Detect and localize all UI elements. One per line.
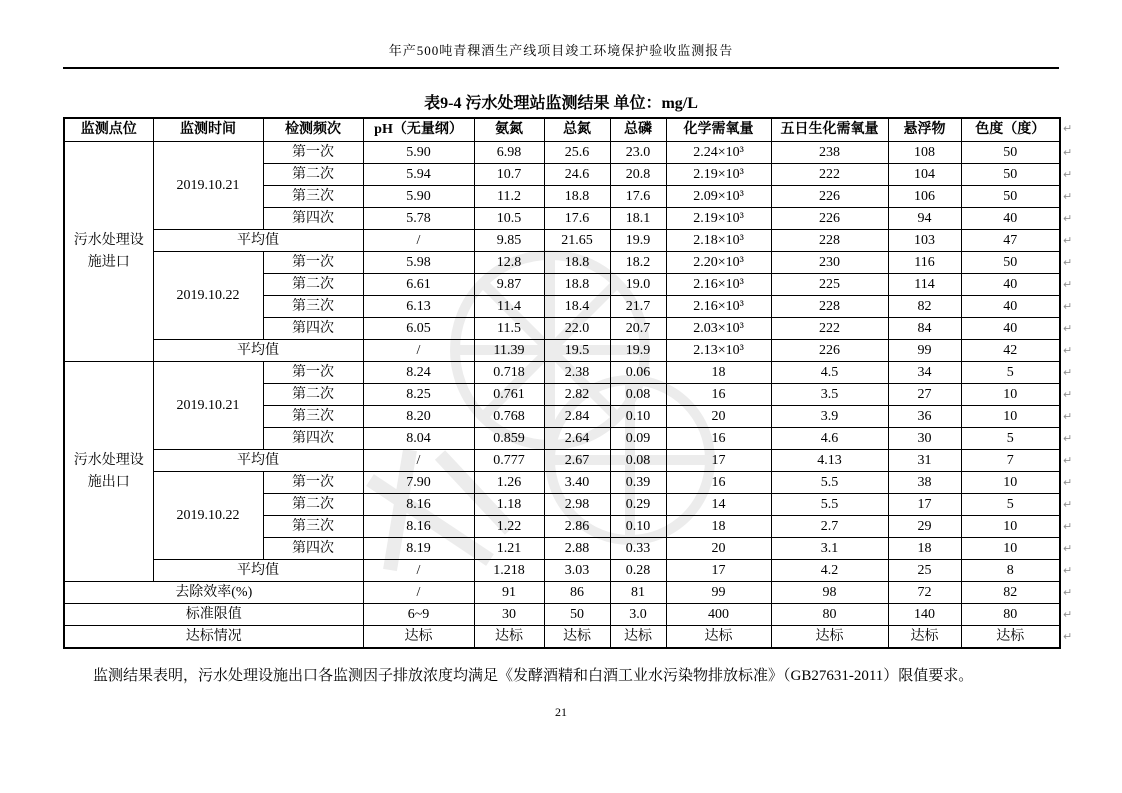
value-cell: 18.4	[544, 296, 610, 318]
value-cell: /	[363, 582, 474, 604]
value-cell: 2.16×10³	[666, 296, 771, 318]
value-cell: 5.78	[363, 208, 474, 230]
value-cell: 81	[610, 582, 666, 604]
value-cell: 18	[888, 538, 961, 560]
value-cell: 达标	[474, 626, 544, 649]
return-mark-icon: ↵	[1063, 432, 1073, 445]
return-marks-column	[1063, 117, 1103, 677]
value-cell: 10	[961, 538, 1060, 560]
value-cell: 2.09×10³	[666, 186, 771, 208]
value-cell: 19.9	[610, 340, 666, 362]
value-cell: 116	[888, 252, 961, 274]
return-mark-icon: ↵	[1063, 410, 1073, 423]
value-cell: 7	[961, 450, 1060, 472]
date-cell: 2019.10.21	[153, 142, 263, 230]
value-cell: 226	[771, 186, 888, 208]
value-cell: 5	[961, 428, 1060, 450]
column-header: 监测时间	[153, 118, 263, 142]
frequency-cell: 第三次	[263, 516, 363, 538]
frequency-cell: 第三次	[263, 186, 363, 208]
value-cell: 91	[474, 582, 544, 604]
value-cell: 106	[888, 186, 961, 208]
value-cell: 5.94	[363, 164, 474, 186]
frequency-cell: 第一次	[263, 142, 363, 164]
value-cell: 2.24×10³	[666, 142, 771, 164]
value-cell: 40	[961, 208, 1060, 230]
column-header: 悬浮物	[888, 118, 961, 142]
value-cell: 16	[666, 384, 771, 406]
header-divider	[63, 67, 1059, 69]
value-cell: 2.19×10³	[666, 164, 771, 186]
value-cell: 42	[961, 340, 1060, 362]
column-header: 化学需氧量	[666, 118, 771, 142]
value-cell: 3.0	[610, 604, 666, 626]
return-mark-icon: ↵	[1063, 300, 1073, 313]
value-cell: 140	[888, 604, 961, 626]
frequency-cell: 第四次	[263, 208, 363, 230]
value-cell: 17	[666, 560, 771, 582]
value-cell: 82	[961, 582, 1060, 604]
date-cell: 2019.10.22	[153, 252, 263, 340]
value-cell: 11.4	[474, 296, 544, 318]
value-cell: 4.6	[771, 428, 888, 450]
value-cell: 达标	[363, 626, 474, 649]
frequency-cell: 第一次	[263, 252, 363, 274]
value-cell: 2.19×10³	[666, 208, 771, 230]
value-cell: 8.20	[363, 406, 474, 428]
value-cell: 50	[961, 142, 1060, 164]
value-cell: 4.2	[771, 560, 888, 582]
location-cell: 污水处理设施出口	[64, 362, 153, 582]
summary-label-cell: 标准限值	[64, 604, 363, 626]
value-cell: 10	[961, 516, 1060, 538]
value-cell: 114	[888, 274, 961, 296]
return-mark-icon: ↵	[1063, 388, 1073, 401]
value-cell: 7.90	[363, 472, 474, 494]
column-header: 五日生化需氧量	[771, 118, 888, 142]
value-cell: 9.85	[474, 230, 544, 252]
value-cell: /	[363, 450, 474, 472]
value-cell: 8.19	[363, 538, 474, 560]
value-cell: 6.61	[363, 274, 474, 296]
value-cell: 20	[666, 406, 771, 428]
value-cell: 3.9	[771, 406, 888, 428]
return-mark-icon: ↵	[1063, 234, 1073, 247]
value-cell: /	[363, 340, 474, 362]
value-cell: 达标	[666, 626, 771, 649]
value-cell: 2.82	[544, 384, 610, 406]
return-mark-icon: ↵	[1063, 498, 1073, 511]
return-mark-icon: ↵	[1063, 168, 1073, 181]
value-cell: 18.8	[544, 186, 610, 208]
value-cell: 0.10	[610, 516, 666, 538]
return-mark-icon: ↵	[1063, 146, 1073, 159]
value-cell: 38	[888, 472, 961, 494]
column-header: 总氮	[544, 118, 610, 142]
value-cell: 1.26	[474, 472, 544, 494]
return-mark-icon: ↵	[1063, 476, 1073, 489]
value-cell: 80	[771, 604, 888, 626]
return-mark-icon: ↵	[1063, 366, 1073, 379]
value-cell: 1.22	[474, 516, 544, 538]
value-cell: 98	[771, 582, 888, 604]
frequency-cell: 第四次	[263, 318, 363, 340]
value-cell: 0.08	[610, 384, 666, 406]
value-cell: 0.718	[474, 362, 544, 384]
value-cell: 50	[961, 252, 1060, 274]
value-cell: 2.86	[544, 516, 610, 538]
value-cell: 0.39	[610, 472, 666, 494]
value-cell: 3.03	[544, 560, 610, 582]
value-cell: 225	[771, 274, 888, 296]
value-cell: 99	[666, 582, 771, 604]
return-mark-icon: ↵	[1063, 542, 1073, 555]
date-cell: 2019.10.21	[153, 362, 263, 450]
frequency-cell: 第三次	[263, 406, 363, 428]
value-cell: 6.98	[474, 142, 544, 164]
summary-label-cell: 达标情况	[64, 626, 363, 649]
value-cell: 0.859	[474, 428, 544, 450]
date-cell: 2019.10.22	[153, 472, 263, 560]
frequency-cell: 第二次	[263, 494, 363, 516]
value-cell: 1.18	[474, 494, 544, 516]
value-cell: /	[363, 560, 474, 582]
value-cell: 5.98	[363, 252, 474, 274]
return-mark-icon: ↵	[1063, 190, 1073, 203]
value-cell: 17.6	[544, 208, 610, 230]
value-cell: 400	[666, 604, 771, 626]
value-cell: 2.18×10³	[666, 230, 771, 252]
value-cell: 30	[888, 428, 961, 450]
value-cell: 2.98	[544, 494, 610, 516]
column-header: 监测点位	[64, 118, 153, 142]
value-cell: 2.03×10³	[666, 318, 771, 340]
value-cell: 40	[961, 318, 1060, 340]
value-cell: 19.9	[610, 230, 666, 252]
value-cell: 3.40	[544, 472, 610, 494]
value-cell: 0.09	[610, 428, 666, 450]
value-cell: 226	[771, 208, 888, 230]
return-mark-icon: ↵	[1063, 564, 1073, 577]
return-mark-icon: ↵	[1063, 122, 1073, 135]
value-cell: 6.13	[363, 296, 474, 318]
value-cell: 228	[771, 230, 888, 252]
value-cell: 0.761	[474, 384, 544, 406]
value-cell: 2.7	[771, 516, 888, 538]
value-cell: 8.25	[363, 384, 474, 406]
return-mark-icon: ↵	[1063, 212, 1073, 225]
value-cell: 9.87	[474, 274, 544, 296]
frequency-cell: 第三次	[263, 296, 363, 318]
value-cell: 19.5	[544, 340, 610, 362]
value-cell: 226	[771, 340, 888, 362]
value-cell: 11.2	[474, 186, 544, 208]
value-cell: 11.39	[474, 340, 544, 362]
value-cell: 19.0	[610, 274, 666, 296]
column-header: pH（无量纲）	[363, 118, 474, 142]
return-mark-icon: ↵	[1063, 344, 1073, 357]
location-cell: 污水处理设施进口	[64, 142, 153, 362]
return-mark-icon: ↵	[1063, 322, 1073, 335]
value-cell: 222	[771, 318, 888, 340]
value-cell: 3.1	[771, 538, 888, 560]
value-cell: 108	[888, 142, 961, 164]
value-cell: 86	[544, 582, 610, 604]
value-cell: 25.6	[544, 142, 610, 164]
return-mark-icon: ↵	[1063, 520, 1073, 533]
value-cell: 达标	[771, 626, 888, 649]
value-cell: 8.24	[363, 362, 474, 384]
value-cell: 27	[888, 384, 961, 406]
value-cell: 0.768	[474, 406, 544, 428]
value-cell: 84	[888, 318, 961, 340]
value-cell: 18	[666, 516, 771, 538]
value-cell: 0.29	[610, 494, 666, 516]
monitoring-results-table	[63, 117, 1061, 649]
value-cell: 16	[666, 472, 771, 494]
value-cell: 14	[666, 494, 771, 516]
value-cell: /	[363, 230, 474, 252]
value-cell: 21.65	[544, 230, 610, 252]
value-cell: 0.06	[610, 362, 666, 384]
value-cell: 17	[888, 494, 961, 516]
average-label-cell: 平均值	[153, 450, 363, 472]
value-cell: 0.33	[610, 538, 666, 560]
value-cell: 80	[961, 604, 1060, 626]
value-cell: 22.0	[544, 318, 610, 340]
value-cell: 10	[961, 406, 1060, 428]
value-cell: 20.7	[610, 318, 666, 340]
value-cell: 4.5	[771, 362, 888, 384]
value-cell: 0.28	[610, 560, 666, 582]
value-cell: 20	[666, 538, 771, 560]
value-cell: 1.218	[474, 560, 544, 582]
return-mark-icon: ↵	[1063, 630, 1073, 643]
value-cell: 1.21	[474, 538, 544, 560]
value-cell: 8.16	[363, 516, 474, 538]
value-cell: 2.16×10³	[666, 274, 771, 296]
value-cell: 0.10	[610, 406, 666, 428]
value-cell: 50	[544, 604, 610, 626]
summary-label-cell: 去除效率(%)	[64, 582, 363, 604]
value-cell: 8.16	[363, 494, 474, 516]
value-cell: 29	[888, 516, 961, 538]
frequency-cell: 第一次	[263, 362, 363, 384]
average-label-cell: 平均值	[153, 340, 363, 362]
value-cell: 10.5	[474, 208, 544, 230]
value-cell: 5.90	[363, 186, 474, 208]
value-cell: 18	[666, 362, 771, 384]
value-cell: 50	[961, 186, 1060, 208]
frequency-cell: 第二次	[263, 384, 363, 406]
value-cell: 0.08	[610, 450, 666, 472]
column-header: 氨氮	[474, 118, 544, 142]
value-cell: 6~9	[363, 604, 474, 626]
average-label-cell: 平均值	[153, 560, 363, 582]
value-cell: 72	[888, 582, 961, 604]
value-cell: 5	[961, 362, 1060, 384]
document-header-title: 年产500吨青稞酒生产线项目竣工环境保护验收监测报告	[388, 43, 734, 58]
value-cell: 11.5	[474, 318, 544, 340]
page-number: 21	[555, 705, 567, 719]
value-cell: 达标	[961, 626, 1060, 649]
value-cell: 36	[888, 406, 961, 428]
frequency-cell: 第二次	[263, 164, 363, 186]
value-cell: 2.20×10³	[666, 252, 771, 274]
average-label-cell: 平均值	[153, 230, 363, 252]
value-cell: 31	[888, 450, 961, 472]
value-cell: 18.8	[544, 252, 610, 274]
value-cell: 30	[474, 604, 544, 626]
value-cell: 2.38	[544, 362, 610, 384]
value-cell: 50	[961, 164, 1060, 186]
table-title: 表9-4 污水处理站监测结果 单位：mg/L	[424, 95, 698, 112]
value-cell: 5.5	[771, 494, 888, 516]
value-cell: 6.05	[363, 318, 474, 340]
value-cell: 2.13×10³	[666, 340, 771, 362]
value-cell: 12.8	[474, 252, 544, 274]
value-cell: 5.5	[771, 472, 888, 494]
frequency-cell: 第四次	[263, 428, 363, 450]
return-mark-icon: ↵	[1063, 256, 1073, 269]
value-cell: 24.6	[544, 164, 610, 186]
value-cell: 47	[961, 230, 1060, 252]
value-cell: 达标	[544, 626, 610, 649]
value-cell: 10	[961, 384, 1060, 406]
column-header: 总磷	[610, 118, 666, 142]
return-mark-icon: ↵	[1063, 278, 1073, 291]
value-cell: 2.64	[544, 428, 610, 450]
value-cell: 达标	[610, 626, 666, 649]
value-cell: 16	[666, 428, 771, 450]
return-mark-icon: ↵	[1063, 608, 1073, 621]
value-cell: 18.2	[610, 252, 666, 274]
column-header: 色度（度）	[961, 118, 1060, 142]
value-cell: 17	[666, 450, 771, 472]
value-cell: 8.04	[363, 428, 474, 450]
value-cell: 2.67	[544, 450, 610, 472]
value-cell: 10	[961, 472, 1060, 494]
value-cell: 40	[961, 274, 1060, 296]
column-header: 检测频次	[263, 118, 363, 142]
return-mark-icon: ↵	[1063, 586, 1073, 599]
value-cell: 5	[961, 494, 1060, 516]
value-cell: 5.90	[363, 142, 474, 164]
value-cell: 94	[888, 208, 961, 230]
frequency-cell: 第四次	[263, 538, 363, 560]
value-cell: 17.6	[610, 186, 666, 208]
value-cell: 99	[888, 340, 961, 362]
value-cell: 238	[771, 142, 888, 164]
value-cell: 18.8	[544, 274, 610, 296]
value-cell: 0.777	[474, 450, 544, 472]
conclusion-text: 监测结果表明，污水处理设施出口各监测因子排放浓度均满足《发酵酒精和白酒工业水污染物排放标准》（GB27631-2011）限值要求。	[93, 668, 974, 684]
value-cell: 25	[888, 560, 961, 582]
value-cell: 4.13	[771, 450, 888, 472]
value-cell: 2.84	[544, 406, 610, 428]
value-cell: 8	[961, 560, 1060, 582]
value-cell: 3.5	[771, 384, 888, 406]
value-cell: 达标	[888, 626, 961, 649]
value-cell: 222	[771, 164, 888, 186]
value-cell: 103	[888, 230, 961, 252]
value-cell: 104	[888, 164, 961, 186]
frequency-cell: 第一次	[263, 472, 363, 494]
value-cell: 82	[888, 296, 961, 318]
value-cell: 34	[888, 362, 961, 384]
value-cell: 23.0	[610, 142, 666, 164]
value-cell: 228	[771, 296, 888, 318]
return-mark-icon: ↵	[1063, 454, 1073, 467]
value-cell: 18.1	[610, 208, 666, 230]
value-cell: 40	[961, 296, 1060, 318]
frequency-cell: 第二次	[263, 274, 363, 296]
value-cell: 20.8	[610, 164, 666, 186]
value-cell: 10.7	[474, 164, 544, 186]
value-cell: 2.88	[544, 538, 610, 560]
value-cell: 230	[771, 252, 888, 274]
value-cell: 21.7	[610, 296, 666, 318]
